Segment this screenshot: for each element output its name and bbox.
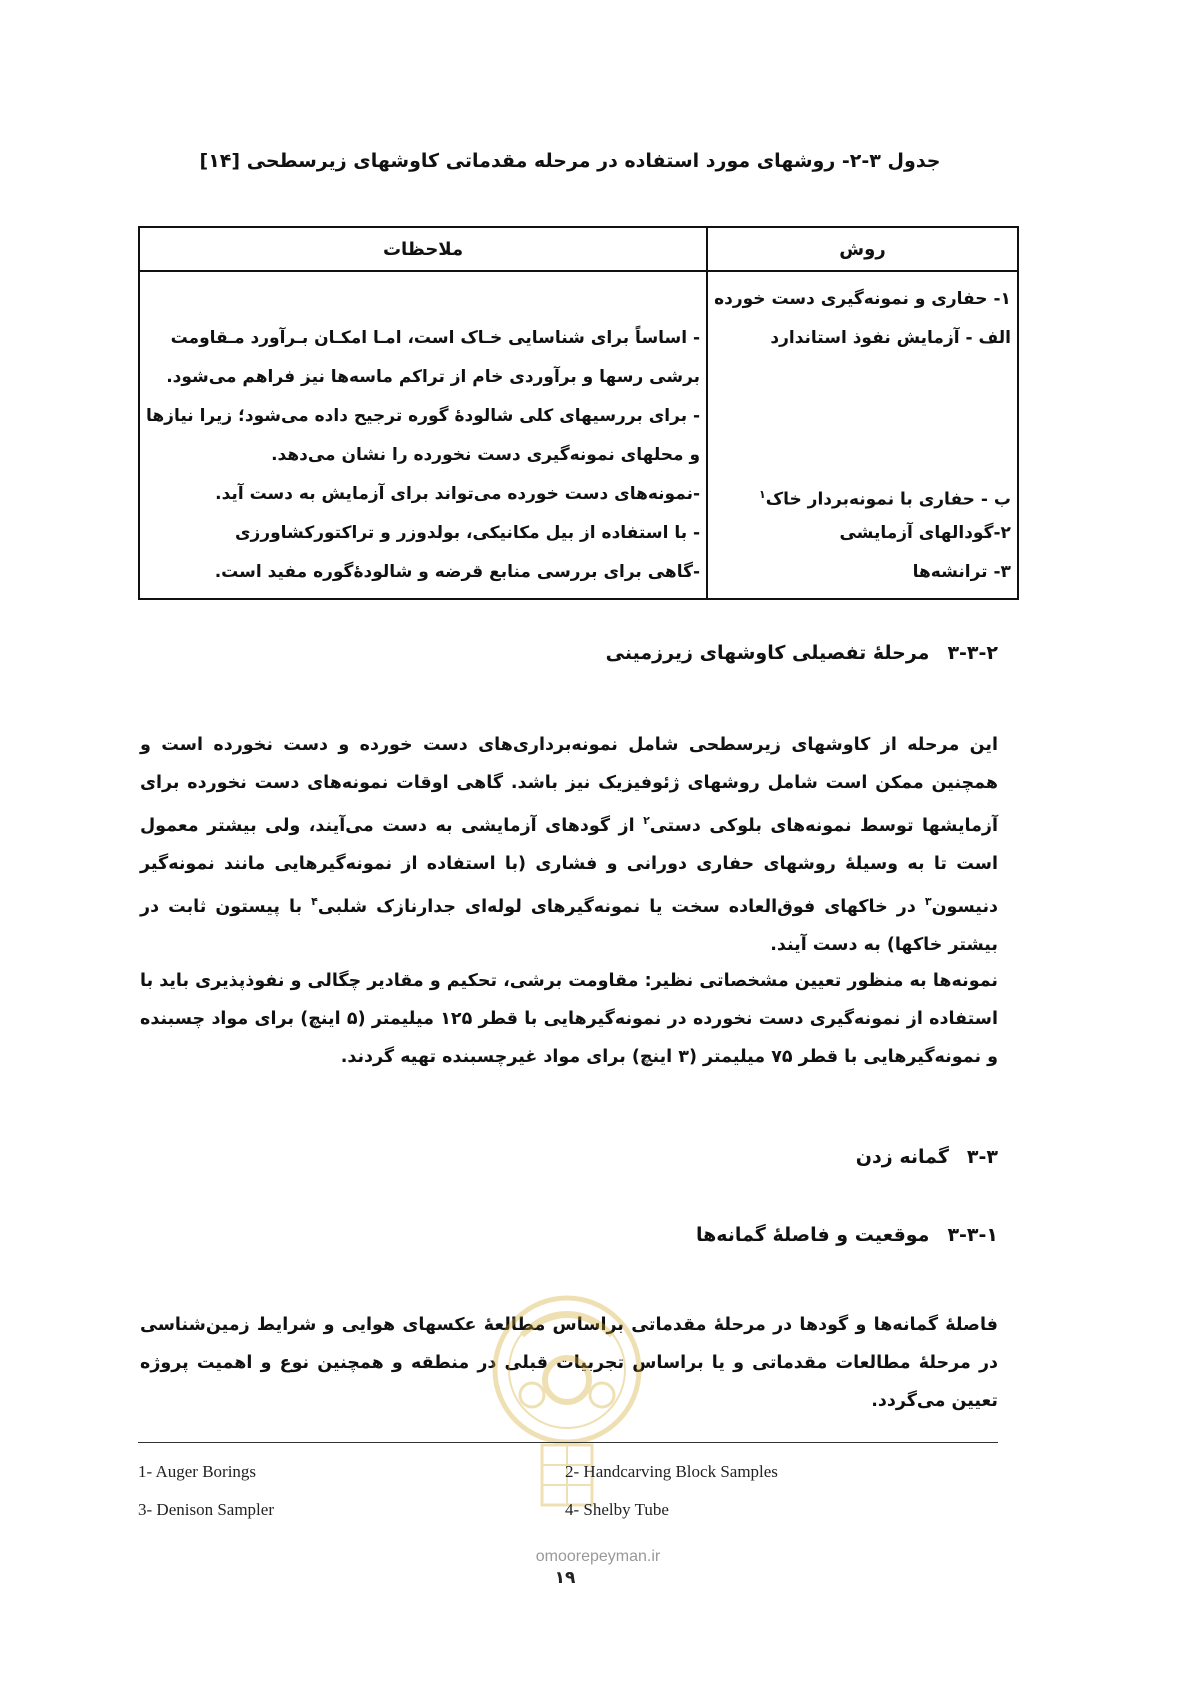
section-title: گمانه زدن — [855, 1146, 949, 1168]
method-item: ۳- ترانشه‌ها — [912, 562, 1011, 582]
remark-line: و محلهای نمونه‌گیری دست نخورده را نشان می‌دهد. — [271, 445, 701, 465]
remark-line: -گاهی برای بررسی منابع قرضه و شالودهٔ‌گوره مفید است. — [214, 562, 701, 582]
remark-line: - برای بررسیهای کلی شالودهٔ گوره ترجیح داده می‌شود؛ زیرا نیازها — [146, 406, 701, 426]
footnote-1: 1- Auger Borings — [138, 1462, 257, 1481]
method-item: ۱- حفاری و نمونه‌گیری دست خورده — [714, 289, 1011, 309]
page-number: ۱۹ — [554, 1568, 576, 1588]
remark-line: -نمونه‌های دست خورده می‌تواند برای آزمایش به دست آید. — [215, 484, 701, 504]
footnote-marker: ۱ — [758, 488, 766, 501]
footnote-4: 4- Shelby Tube — [565, 1500, 669, 1519]
table-header-row — [139, 227, 1018, 271]
remark-line: برشی رسها و برآوردی خام از تراکم ماسه‌ها نیز فراهم می‌شود. — [166, 367, 701, 387]
section-heading-2-3-3 — [140, 642, 998, 664]
table-body-row — [139, 271, 1018, 599]
section-number: ۳-۳ — [966, 1146, 998, 1168]
remarks-cell — [139, 271, 707, 599]
method-item: الف - آزمایش نفوذ استاندارد — [770, 328, 1011, 348]
methods-table — [138, 226, 1019, 600]
footnote-marker: ۴ — [311, 894, 318, 908]
footnote-marker: ۳ — [924, 894, 932, 908]
method-item: ۲-گودالهای آزمایشی — [839, 523, 1011, 543]
section-number: ۳-۳-۲ — [947, 642, 998, 664]
method-item: ب - حفاری با نمونه‌بردار خاک$^۱$ — [758, 488, 1011, 510]
watermark-url: omoorepeyman.ir — [535, 1548, 661, 1565]
section-heading-3-3 — [140, 1146, 998, 1168]
footnote-3: 3- Denison Sampler — [138, 1500, 274, 1519]
section-title: موقعیت و فاصلهٔ گمانه‌ها — [695, 1224, 930, 1246]
footnote-divider — [138, 1442, 998, 1443]
header-method: روش — [707, 227, 1018, 271]
paragraph-sampling-diameters: نمونه‌ها به منظور تعیین مشخصاتی نظیر: مقاومت برشی، تحکیم و مقادیر چگالی و نفوذپذیری باید با استفاده از نمونه‌گیری دست نخورده در نمونه‌گیرهایی با قطر ۱۲۵ میلیمتر (۵ اینچ) برای مواد چسبنده و نمونه‌گیرهایی با قطر ۷۵ میلیمتر (۳ اینچ) برای مواد غیرچسبنده تهیه گردند. — [140, 971, 998, 1067]
section-heading-3-3-1 — [140, 1224, 998, 1246]
section-number: ۳-۳-۱ — [947, 1224, 998, 1246]
methods-cell — [707, 271, 1018, 599]
table-caption: جدول ۳-۲- روشهای مورد استفاده در مرحله مقدماتی کاوشهای زیرسطحی [۱۴] — [199, 150, 941, 172]
footnote-2: 2- Handcarving Block Samples — [565, 1462, 778, 1481]
paragraph-borehole-spacing: فاصلهٔ گمانه‌ها و گودها در مرحلهٔ مقدماتی براساس مطالعهٔ عکسهای هوایی و شرایط زمین‌شناسی در مرحلهٔ مطالعات مقدماتی و یا براساس تجربیات قبلی در منطقه و همچنین نوع و اهمیت پروژه تعیین می‌گردد. — [140, 1315, 998, 1411]
footnote-marker: ۲ — [643, 814, 650, 827]
paragraph-detailed-stage: این مرحله از کاوشهای زیرسطحی شامل نمونه‌برداری‌های دست خورده و دست نخورده است و همچنین ممکن است شامل روشهای ژئوفیزیک نیز باشد. گاهی اوقات نمونه‌های دست نخورده برای آزمایشها توسط نمونه‌های بلوکی دستی$^۲$ از گودهای آزمایشی به دست می‌آیند، ولی بیشتر معمول است تا به وسیلهٔ روشهای حفاری دورانی و فشاری (با استفاده از نمونه‌گیرهایی مانند نمونه‌گیر دنیسون$^۳$ در خاکهای فوق‌العاده سخت یا نمونه‌گیرهای لوله‌ای جدارنازک شلبی$^۴$ با پیستون ثابت در بیشتر خاکها) به دست آیند. — [140, 735, 999, 955]
remark-line: - با استفاده از بیل مکانیکی، بولدوزر و تراکتورکشاورزی — [234, 523, 701, 543]
header-remarks: ملاحظات — [139, 227, 707, 271]
section-title: مرحلهٔ تفصیلی کاوشهای زیرزمینی — [605, 642, 930, 664]
remark-line: - اساساً برای شناسایی خـاک است، امـا امکـان بـرآورد مـقاومت — [170, 328, 701, 348]
